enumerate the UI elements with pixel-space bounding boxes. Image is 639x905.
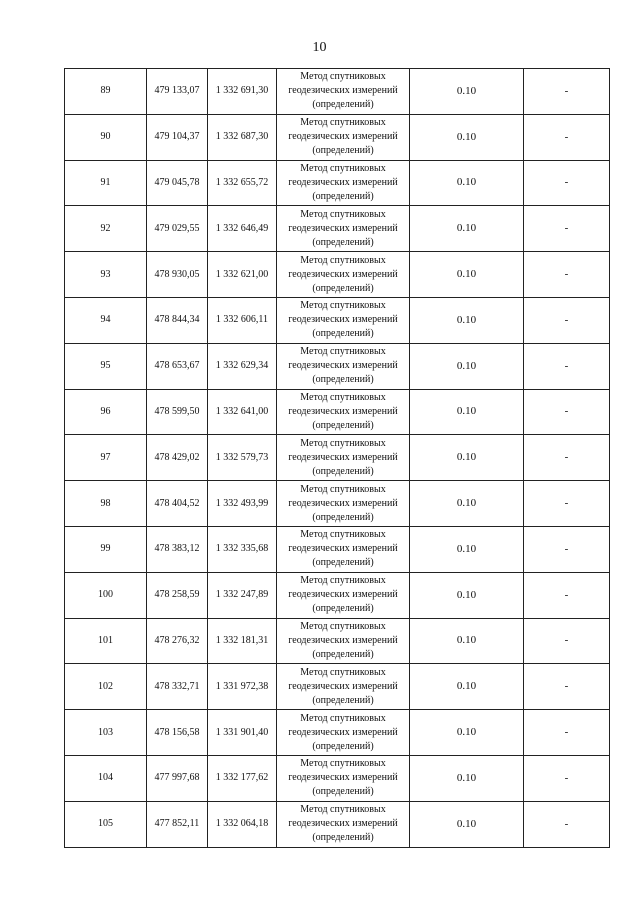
point-number-cell: 103 xyxy=(65,710,147,756)
method-text-line: геодезических измерений xyxy=(288,726,398,738)
y-coordinate-cell: 1 331 901,40 xyxy=(208,710,277,756)
x-coordinate-cell: 478 404,52 xyxy=(147,481,208,527)
accuracy-cell: 0.10 xyxy=(410,801,524,847)
note-cell: - xyxy=(524,526,610,572)
note-cell: - xyxy=(524,389,610,435)
method-text-line: геодезических измерений xyxy=(288,85,398,97)
method-text-line: (определений) xyxy=(312,832,374,844)
accuracy-cell: 0.10 xyxy=(410,389,524,435)
accuracy-cell: 0.10 xyxy=(410,343,524,389)
point-number-cell: 89 xyxy=(65,69,147,115)
method-text-line: (определений) xyxy=(312,328,374,340)
method-text-line: (определений) xyxy=(312,282,374,294)
x-coordinate-cell: 479 029,55 xyxy=(147,206,208,252)
y-coordinate-cell: 1 332 691,30 xyxy=(208,69,277,115)
method-text-line: геодезических измерений xyxy=(288,818,398,830)
accuracy-cell: 0.10 xyxy=(410,69,524,115)
method-text-line: Метод спутниковых xyxy=(300,483,386,495)
method-cell xyxy=(277,572,410,618)
point-number-cell: 100 xyxy=(65,572,147,618)
method-text-line: геодезических измерений xyxy=(288,314,398,326)
note-cell: - xyxy=(524,755,610,801)
accuracy-cell: 0.10 xyxy=(410,114,524,160)
y-coordinate-cell: 1 331 972,38 xyxy=(208,664,277,710)
method-text-line: (определений) xyxy=(312,465,374,477)
method-text-line: (определений) xyxy=(312,648,374,660)
method-text-line: Метод спутниковых xyxy=(300,208,386,220)
table-row xyxy=(65,801,610,847)
page-number: 10 xyxy=(312,40,327,55)
note-cell: - xyxy=(524,435,610,481)
coordinates-table-body xyxy=(65,69,610,848)
method-cell xyxy=(277,710,410,756)
table-row xyxy=(65,252,610,298)
x-coordinate-cell: 478 844,34 xyxy=(147,297,208,343)
y-coordinate-cell: 1 332 621,00 xyxy=(208,252,277,298)
table-row xyxy=(65,160,610,206)
method-text-line: Метод спутниковых xyxy=(300,620,386,632)
method-cell xyxy=(277,435,410,481)
method-cell xyxy=(277,114,410,160)
method-text-line: (определений) xyxy=(312,511,374,523)
method-text-line: геодезических измерений xyxy=(288,589,398,601)
method-text-line: Метод спутниковых xyxy=(300,346,386,358)
note-cell: - xyxy=(524,618,610,664)
table-row xyxy=(65,389,610,435)
method-text-line: (определений) xyxy=(312,374,374,386)
point-number-cell: 98 xyxy=(65,481,147,527)
method-text-line: (определений) xyxy=(312,786,374,798)
method-cell xyxy=(277,343,410,389)
x-coordinate-cell: 477 852,11 xyxy=(147,801,208,847)
note-cell: - xyxy=(524,801,610,847)
accuracy-cell: 0.10 xyxy=(410,435,524,481)
note-cell: - xyxy=(524,206,610,252)
method-text-line: Метод спутниковых xyxy=(300,712,386,724)
accuracy-cell: 0.10 xyxy=(410,618,524,664)
x-coordinate-cell: 479 045,78 xyxy=(147,160,208,206)
x-coordinate-cell: 478 653,67 xyxy=(147,343,208,389)
y-coordinate-cell: 1 332 177,62 xyxy=(208,755,277,801)
method-cell xyxy=(277,755,410,801)
method-cell xyxy=(277,389,410,435)
accuracy-cell: 0.10 xyxy=(410,664,524,710)
method-text-line: Метод спутниковых xyxy=(300,254,386,266)
method-text-line: Метод спутниковых xyxy=(300,300,386,312)
method-text-line: геодезических измерений xyxy=(288,772,398,784)
method-text-line: Метод спутниковых xyxy=(300,758,386,770)
method-text-line: Метод спутниковых xyxy=(300,529,386,541)
method-text-line: геодезических измерений xyxy=(288,222,398,234)
method-text-line: (определений) xyxy=(312,99,374,111)
method-cell xyxy=(277,481,410,527)
point-number-cell: 95 xyxy=(65,343,147,389)
method-text-line: (определений) xyxy=(312,603,374,615)
method-text-line: (определений) xyxy=(312,557,374,569)
y-coordinate-cell: 1 332 181,31 xyxy=(208,618,277,664)
method-text-line: геодезических измерений xyxy=(288,268,398,280)
method-text-line: (определений) xyxy=(312,145,374,157)
method-text-line: геодезических измерений xyxy=(288,405,398,417)
point-number-cell: 94 xyxy=(65,297,147,343)
point-number-cell: 92 xyxy=(65,206,147,252)
y-coordinate-cell: 1 332 335,68 xyxy=(208,526,277,572)
accuracy-cell: 0.10 xyxy=(410,160,524,206)
x-coordinate-cell: 479 104,37 xyxy=(147,114,208,160)
method-text-line: Метод спутниковых xyxy=(300,437,386,449)
point-number-cell: 90 xyxy=(65,114,147,160)
accuracy-cell: 0.10 xyxy=(410,297,524,343)
table-row xyxy=(65,114,610,160)
y-coordinate-cell: 1 332 641,00 xyxy=(208,389,277,435)
method-text-line: Метод спутниковых xyxy=(300,162,386,174)
point-number-cell: 91 xyxy=(65,160,147,206)
y-coordinate-cell: 1 332 646,49 xyxy=(208,206,277,252)
y-coordinate-cell: 1 332 606,11 xyxy=(208,297,277,343)
accuracy-cell: 0.10 xyxy=(410,526,524,572)
table-row xyxy=(65,343,610,389)
method-text-line: геодезических измерений xyxy=(288,543,398,555)
y-coordinate-cell: 1 332 247,89 xyxy=(208,572,277,618)
x-coordinate-cell: 478 429,02 xyxy=(147,435,208,481)
x-coordinate-cell: 478 258,59 xyxy=(147,572,208,618)
x-coordinate-cell: 478 599,50 xyxy=(147,389,208,435)
table-row xyxy=(65,297,610,343)
note-cell: - xyxy=(524,343,610,389)
x-coordinate-cell: 478 930,05 xyxy=(147,252,208,298)
x-coordinate-cell: 477 997,68 xyxy=(147,755,208,801)
method-cell xyxy=(277,297,410,343)
table-row xyxy=(65,69,610,115)
point-number-cell: 97 xyxy=(65,435,147,481)
x-coordinate-cell: 478 156,58 xyxy=(147,710,208,756)
table-row xyxy=(65,481,610,527)
y-coordinate-cell: 1 332 493,99 xyxy=(208,481,277,527)
note-cell: - xyxy=(524,114,610,160)
point-number-cell: 105 xyxy=(65,801,147,847)
y-coordinate-cell: 1 332 655,72 xyxy=(208,160,277,206)
table-row xyxy=(65,664,610,710)
point-number-cell: 96 xyxy=(65,389,147,435)
method-text-line: Метод спутниковых xyxy=(300,391,386,403)
method-text-line: геодезических измерений xyxy=(288,497,398,509)
accuracy-cell: 0.10 xyxy=(410,755,524,801)
point-number-cell: 102 xyxy=(65,664,147,710)
method-cell xyxy=(277,69,410,115)
accuracy-cell: 0.10 xyxy=(410,252,524,298)
x-coordinate-cell: 478 276,32 xyxy=(147,618,208,664)
point-number-cell: 101 xyxy=(65,618,147,664)
table-row xyxy=(65,755,610,801)
table-row xyxy=(65,572,610,618)
point-number-cell: 104 xyxy=(65,755,147,801)
accuracy-cell: 0.10 xyxy=(410,710,524,756)
table-row xyxy=(65,206,610,252)
y-coordinate-cell: 1 332 579,73 xyxy=(208,435,277,481)
method-text-line: (определений) xyxy=(312,694,374,706)
method-cell xyxy=(277,252,410,298)
method-text-line: Метод спутниковых xyxy=(300,117,386,129)
point-number-cell: 99 xyxy=(65,526,147,572)
table-row xyxy=(65,435,610,481)
table-row xyxy=(65,710,610,756)
method-text-line: (определений) xyxy=(312,190,374,202)
accuracy-cell: 0.10 xyxy=(410,481,524,527)
note-cell: - xyxy=(524,572,610,618)
x-coordinate-cell: 478 332,71 xyxy=(147,664,208,710)
table-row xyxy=(65,526,610,572)
x-coordinate-cell: 478 383,12 xyxy=(147,526,208,572)
y-coordinate-cell: 1 332 064,18 xyxy=(208,801,277,847)
y-coordinate-cell: 1 332 687,30 xyxy=(208,114,277,160)
method-text-line: Метод спутниковых xyxy=(300,71,386,83)
method-text-line: геодезических измерений xyxy=(288,360,398,372)
note-cell: - xyxy=(524,252,610,298)
method-text-line: геодезических измерений xyxy=(288,176,398,188)
note-cell: - xyxy=(524,481,610,527)
method-cell xyxy=(277,618,410,664)
y-coordinate-cell: 1 332 629,34 xyxy=(208,343,277,389)
method-text-line: Метод спутниковых xyxy=(300,666,386,678)
point-number-cell: 93 xyxy=(65,252,147,298)
method-cell xyxy=(277,160,410,206)
method-text-line: геодезических измерений xyxy=(288,131,398,143)
coordinates-table xyxy=(64,68,610,848)
note-cell: - xyxy=(524,69,610,115)
note-cell: - xyxy=(524,160,610,206)
accuracy-cell: 0.10 xyxy=(410,206,524,252)
method-text-line: (определений) xyxy=(312,236,374,248)
note-cell: - xyxy=(524,664,610,710)
method-text-line: геодезических измерений xyxy=(288,451,398,463)
method-cell xyxy=(277,526,410,572)
method-text-line: (определений) xyxy=(312,740,374,752)
note-cell: - xyxy=(524,710,610,756)
x-coordinate-cell: 479 133,07 xyxy=(147,69,208,115)
method-text-line: Метод спутниковых xyxy=(300,804,386,816)
method-text-line: (определений) xyxy=(312,419,374,431)
method-text-line: Метод спутниковых xyxy=(300,575,386,587)
table-row xyxy=(65,618,610,664)
method-text-line: геодезических измерений xyxy=(288,680,398,692)
note-cell: - xyxy=(524,297,610,343)
method-text-line: геодезических измерений xyxy=(288,634,398,646)
accuracy-cell: 0.10 xyxy=(410,572,524,618)
method-cell xyxy=(277,664,410,710)
method-cell xyxy=(277,206,410,252)
method-cell xyxy=(277,801,410,847)
